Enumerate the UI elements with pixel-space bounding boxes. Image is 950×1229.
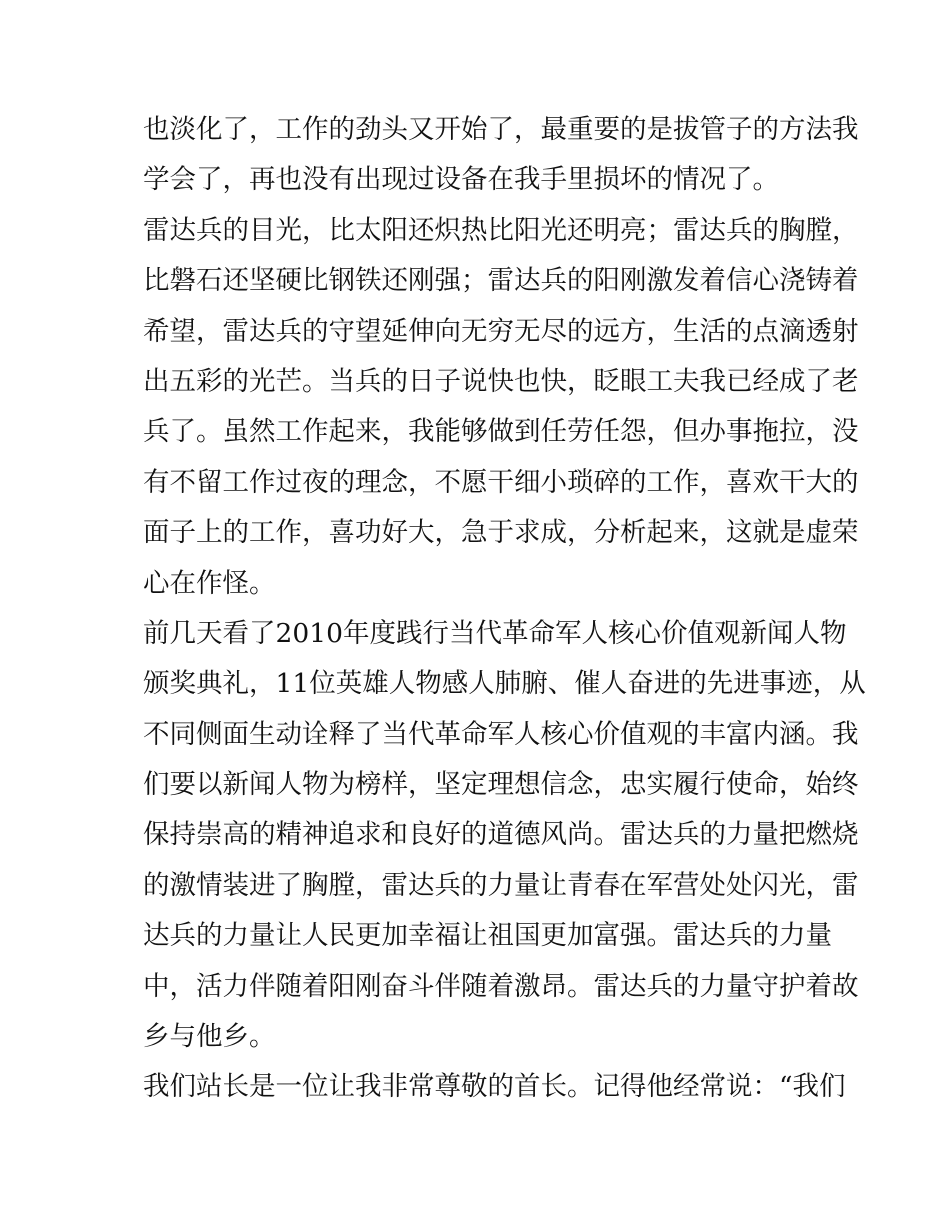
text-line: 面子上的工作，喜功好大，急于求成，分析起来，这就是虚荣 — [143, 517, 859, 549]
text-line: 前几天看了2010年度践行当代革命军人核心价值观新闻人物 — [143, 617, 847, 649]
text-line: 我们站长是一位让我非常尊敬的首长。记得他经常说：“我们 — [143, 1071, 846, 1103]
paragraph — [143, 609, 866, 1063]
text-line: 也淡化了，工作的劲头又开始了，最重要的是拔管子的方法我 — [143, 114, 859, 145]
text-line: 兵了。虽然工作起来，我能够做到任劳任怨，但办事拖拉，没 — [143, 416, 859, 448]
document-page — [143, 105, 866, 1113]
paragraph — [143, 105, 859, 206]
text-line: 不同侧面生动诠释了当代革命军人核心价值观的丰富内涵。我 — [143, 718, 859, 750]
text-line: 保持崇高的精神追求和良好的道德风尚。雷达兵的力量把燃烧 — [143, 819, 859, 851]
text-line: 有不留工作过夜的理念，不愿干细小琐碎的工作，喜欢干大的 — [143, 466, 859, 498]
text-line: 乡与他乡。 — [143, 1021, 276, 1053]
text-line: 心在作怪。 — [143, 567, 276, 599]
text-line: 希望，雷达兵的守望延伸向无穷无尽的远方，生活的点滴透射 — [143, 315, 859, 347]
text-line: 达兵的力量让人民更加幸福让祖国更加富强。雷达兵的力量 — [143, 920, 832, 952]
text-line: 出五彩的光芒。当兵的日子说快也快，眨眼工夫我已经成了老 — [143, 365, 859, 397]
text-line: 颁奖典礼，11位英雄人物感人肺腑、催人奋进的先进事迹，从 — [143, 668, 866, 700]
text-line: 中，活力伴随着阳刚奋斗伴随着激昂。雷达兵的力量守护着故 — [143, 970, 859, 1002]
paragraph — [143, 206, 859, 609]
text-line: 学会了，再也没有出现过设备在我手里损坏的情况了。 — [143, 164, 779, 196]
text-line: 比磐石还坚硬比钢铁还刚强；雷达兵的阳刚激发着信心浇铸着 — [143, 265, 859, 297]
text-line: 的激情装进了胸膛，雷达兵的力量让青春在军营处处闪光，雷 — [143, 869, 859, 901]
text-line: 雷达兵的目光，比太阳还炽热比阳光还明亮；雷达兵的胸膛， — [143, 214, 859, 246]
text-line: 们要以新闻人物为榜样，坚定理想信念，忠实履行使命，始终 — [143, 769, 859, 801]
paragraph — [143, 1062, 846, 1112]
